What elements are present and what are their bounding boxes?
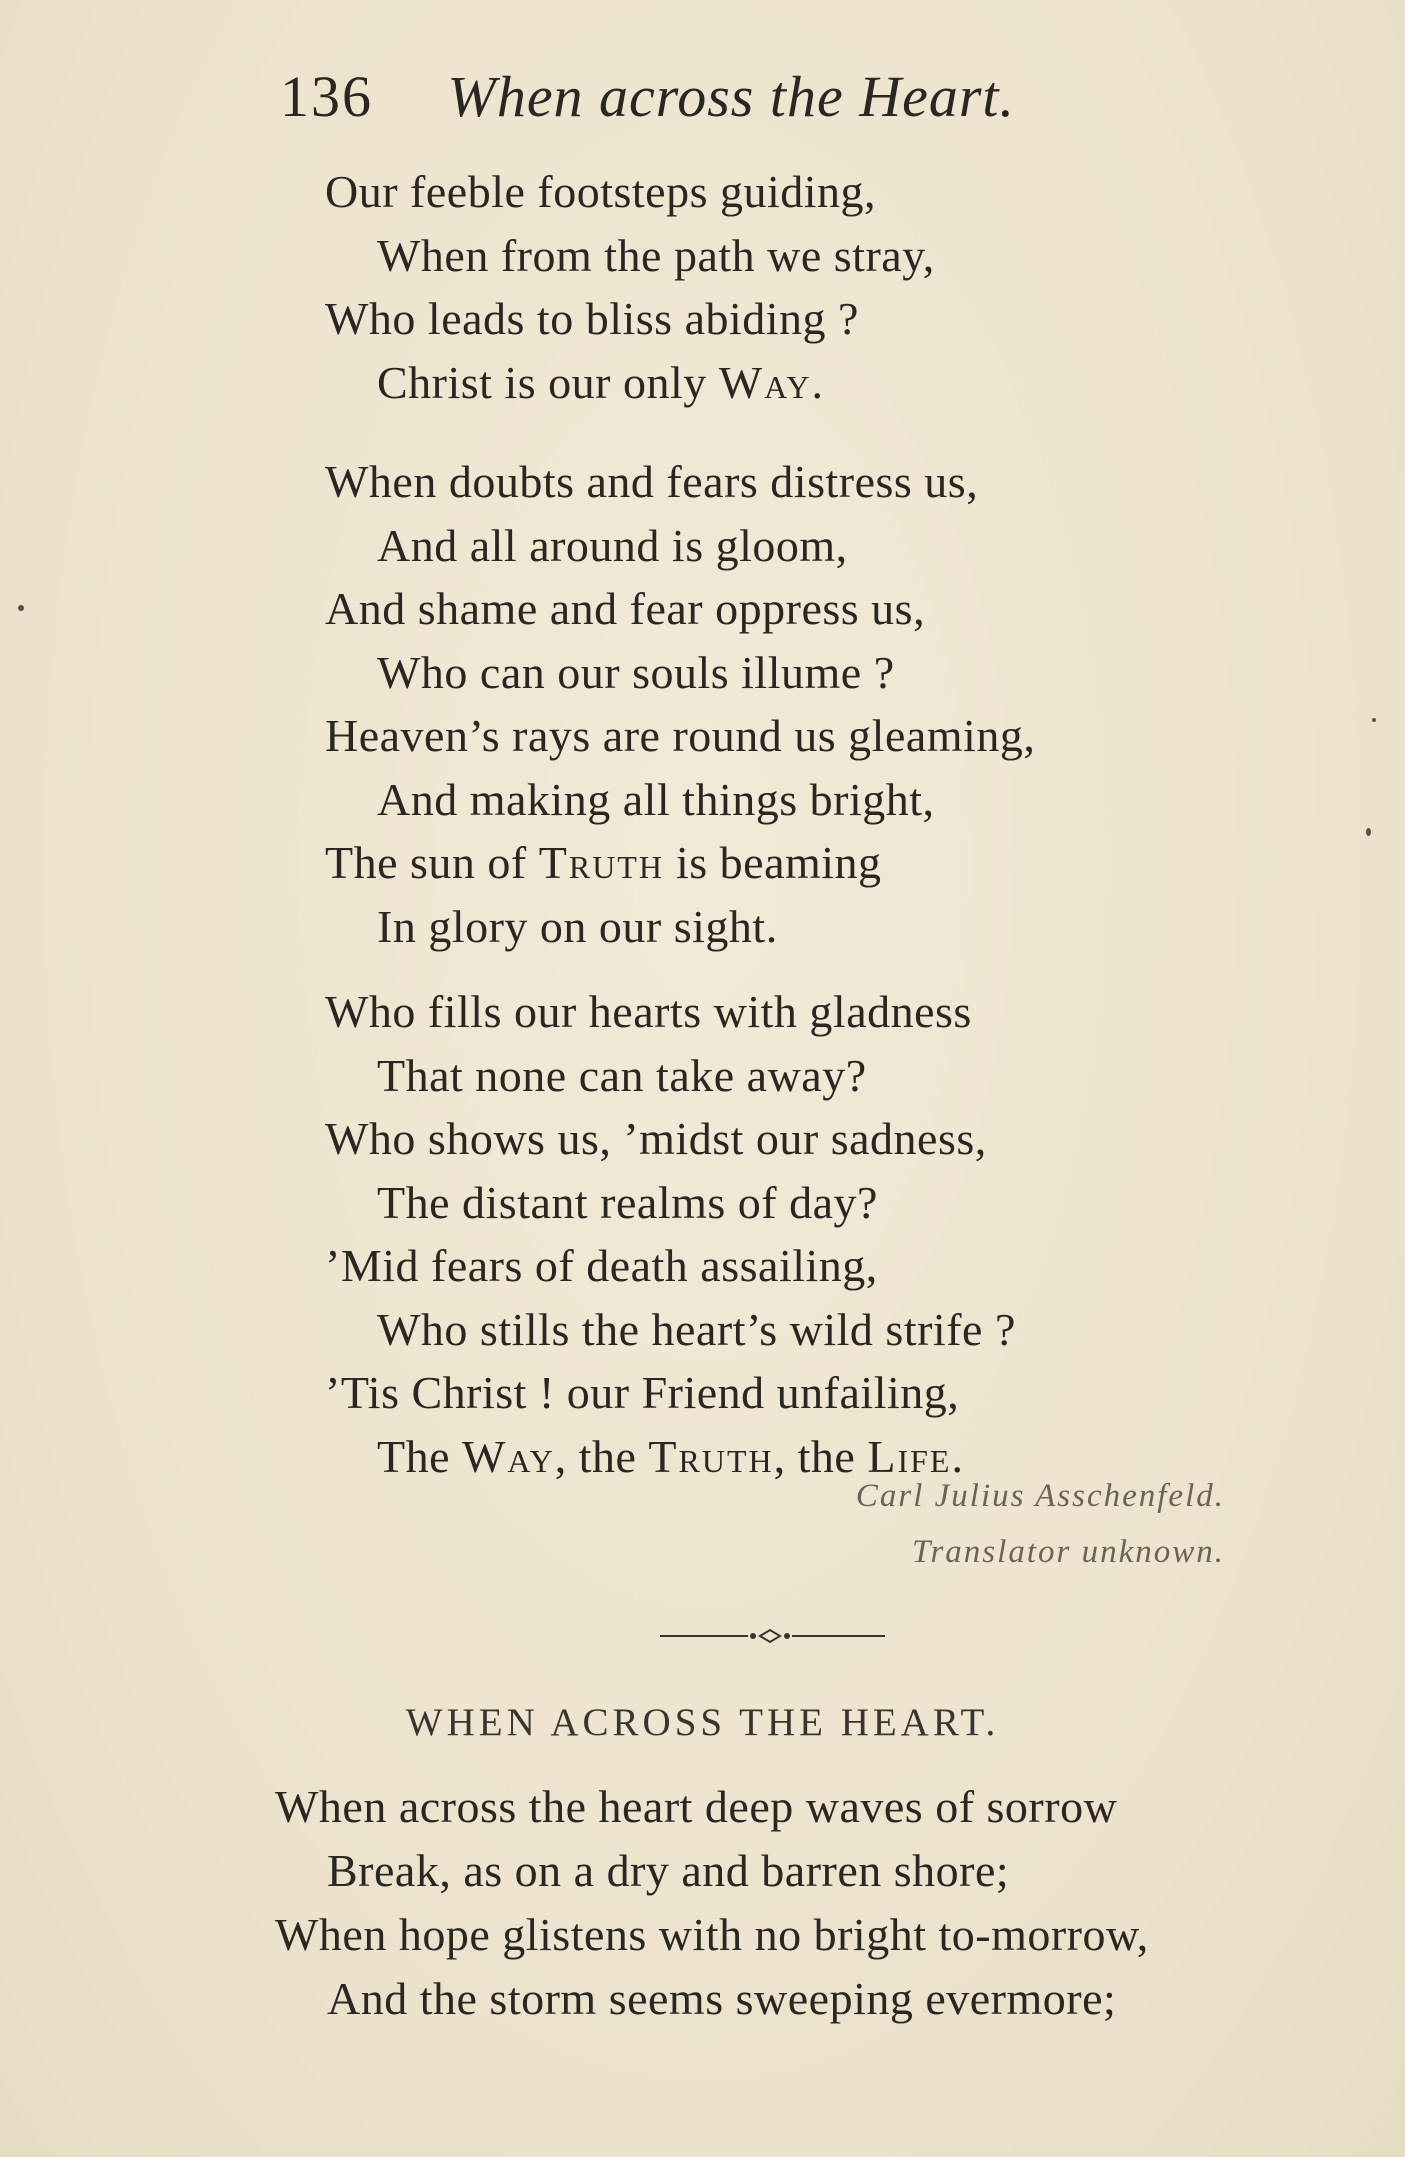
poem-line: And all around is gloom, <box>377 519 848 571</box>
paper-speck <box>18 605 24 611</box>
page-header <box>280 62 1180 132</box>
small-caps-word: Life <box>867 1430 952 1482</box>
poem-line: Who shows us, ’midst our sadness, <box>325 1113 987 1164</box>
poem-line: When hope glistens with no bright to-morrow, <box>275 1909 1149 1960</box>
text-run: The sun of <box>325 837 539 888</box>
poem-line: Who can our souls illume ? <box>377 646 895 698</box>
poem-line: And shame and fear oppress us, <box>325 583 926 634</box>
poem-line <box>325 351 1305 415</box>
small-caps-word: Way <box>462 1430 555 1482</box>
running-title: When across the Heart. <box>447 64 1016 129</box>
poem-line: Break, as on a dry and barren shore; <box>327 1845 1010 1896</box>
small-caps-word: Truth <box>538 837 664 888</box>
text-run: , the <box>773 1430 868 1482</box>
poem-line: Heaven’s rays are round us gleaming, <box>325 710 1036 761</box>
text-run: The <box>377 1430 463 1482</box>
poem-line: When doubts and fears distress us, <box>325 456 979 507</box>
poem-line: Who leads to bliss abiding ? <box>325 293 859 344</box>
paper-speck <box>1372 718 1376 722</box>
poem-line <box>325 831 1305 895</box>
poem-line: When across the heart deep waves of sorrow <box>275 1781 1118 1832</box>
stanza <box>325 160 1305 414</box>
poem-line: Our feeble footsteps guiding, <box>325 166 877 217</box>
text-run: is beaming <box>663 837 882 888</box>
poem-line: ’Tis Christ ! our Friend unfailing, <box>325 1367 960 1418</box>
stanza <box>325 450 1305 958</box>
text-run: , the <box>554 1430 649 1482</box>
small-caps-word: Truth <box>648 1430 774 1482</box>
paper-speck <box>1366 828 1371 836</box>
poem-line: In glory on our sight. <box>377 900 778 952</box>
section-divider-ornament <box>660 1626 885 1646</box>
poem-line: And making all things bright, <box>377 773 935 825</box>
text-run: Christ is our only <box>377 356 719 408</box>
page-number: 136 <box>280 64 373 129</box>
poem-line: ’Mid fears of death assailing, <box>325 1240 878 1291</box>
poem-line: When from the path we stray, <box>377 229 935 281</box>
poem-line: Who fills our hearts with gladness <box>325 986 972 1037</box>
translator-attribution: Translator unknown. <box>911 1534 1225 1570</box>
small-caps-word: Way <box>718 356 812 408</box>
poem-when-across-the-heart <box>275 1775 1375 2031</box>
text-run: . <box>811 356 824 408</box>
text-run: . <box>951 1430 964 1482</box>
stanza <box>325 980 1305 1488</box>
poem-line: Who stills the heart’s wild strife ? <box>377 1303 1016 1355</box>
section-title: WHEN ACROSS THE HEART. <box>405 1701 1000 1744</box>
poem-line: And the storm seems sweeping evermore; <box>327 1973 1117 2024</box>
poem-line: The distant realms of day? <box>377 1176 878 1228</box>
poem-line: That none can take away? <box>377 1049 867 1101</box>
author-attribution: Carl Julius Asschenfeld. <box>855 1478 1225 1514</box>
